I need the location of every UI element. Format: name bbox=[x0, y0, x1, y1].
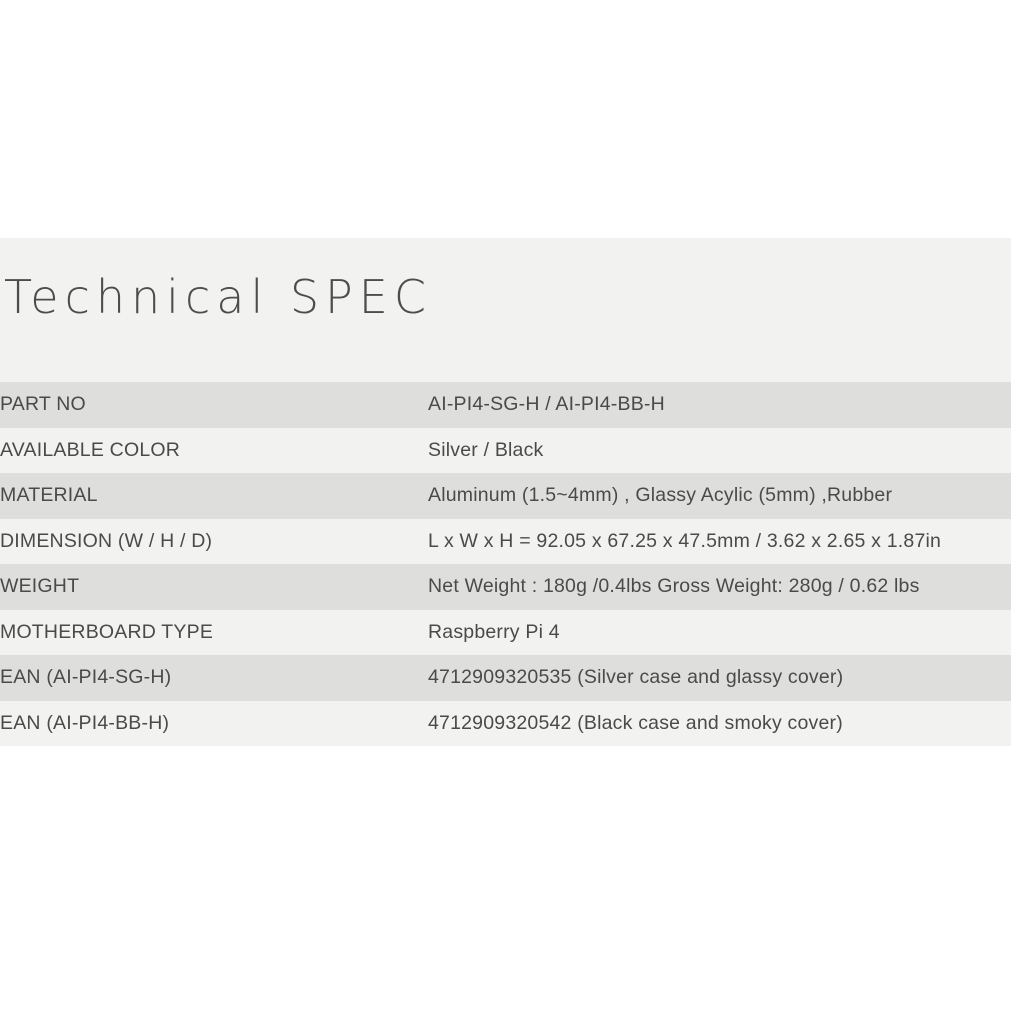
table-row bbox=[0, 428, 1011, 474]
table-row bbox=[0, 701, 1011, 747]
table-row bbox=[0, 382, 1011, 428]
spec-value: Raspberry Pi 4 bbox=[428, 620, 560, 643]
technical-spec-section bbox=[0, 238, 1011, 746]
table-row bbox=[0, 655, 1011, 701]
table-body bbox=[0, 382, 1011, 746]
table-row bbox=[0, 610, 1011, 656]
table-row bbox=[0, 473, 1011, 519]
spec-label: MOTHERBOARD TYPE bbox=[0, 620, 214, 643]
spec-value: AI-PI4-SG-H / AI-PI4-BB-H bbox=[428, 393, 665, 416]
spec-label: EAN (AI-PI4-BB-H) bbox=[0, 711, 170, 734]
spec-label: AVAILABLE COLOR bbox=[0, 438, 181, 461]
spec-label: MATERIAL bbox=[0, 484, 98, 507]
spec-label: PART NO bbox=[0, 393, 86, 416]
specification-table bbox=[0, 382, 1011, 746]
spec-label: EAN (AI-PI4-SG-H) bbox=[0, 666, 172, 689]
spec-title-band bbox=[0, 238, 1011, 382]
page-title: Technical SPEC bbox=[4, 270, 432, 324]
spec-label: WEIGHT bbox=[0, 575, 80, 598]
spec-value: L x W x H = 92.05 x 67.25 x 47.5mm / 3.62 x 2.65 x 1.87in bbox=[428, 529, 942, 552]
spec-value: 4712909320542 (Black case and smoky cover) bbox=[428, 711, 843, 734]
spec-value: Net Weight : 180g /0.4lbs Gross Weight: 280g / 0.62 lbs bbox=[428, 575, 920, 598]
spec-label: DIMENSION (W / H / D) bbox=[0, 529, 213, 552]
spec-value: 4712909320535 (Silver case and glassy cover) bbox=[428, 666, 844, 689]
spec-value: Aluminum (1.5~4mm) , Glassy Acylic (5mm) ,Rubber bbox=[428, 484, 893, 507]
table-row bbox=[0, 519, 1011, 565]
spec-value: Silver / Black bbox=[428, 438, 544, 461]
table-row bbox=[0, 564, 1011, 610]
